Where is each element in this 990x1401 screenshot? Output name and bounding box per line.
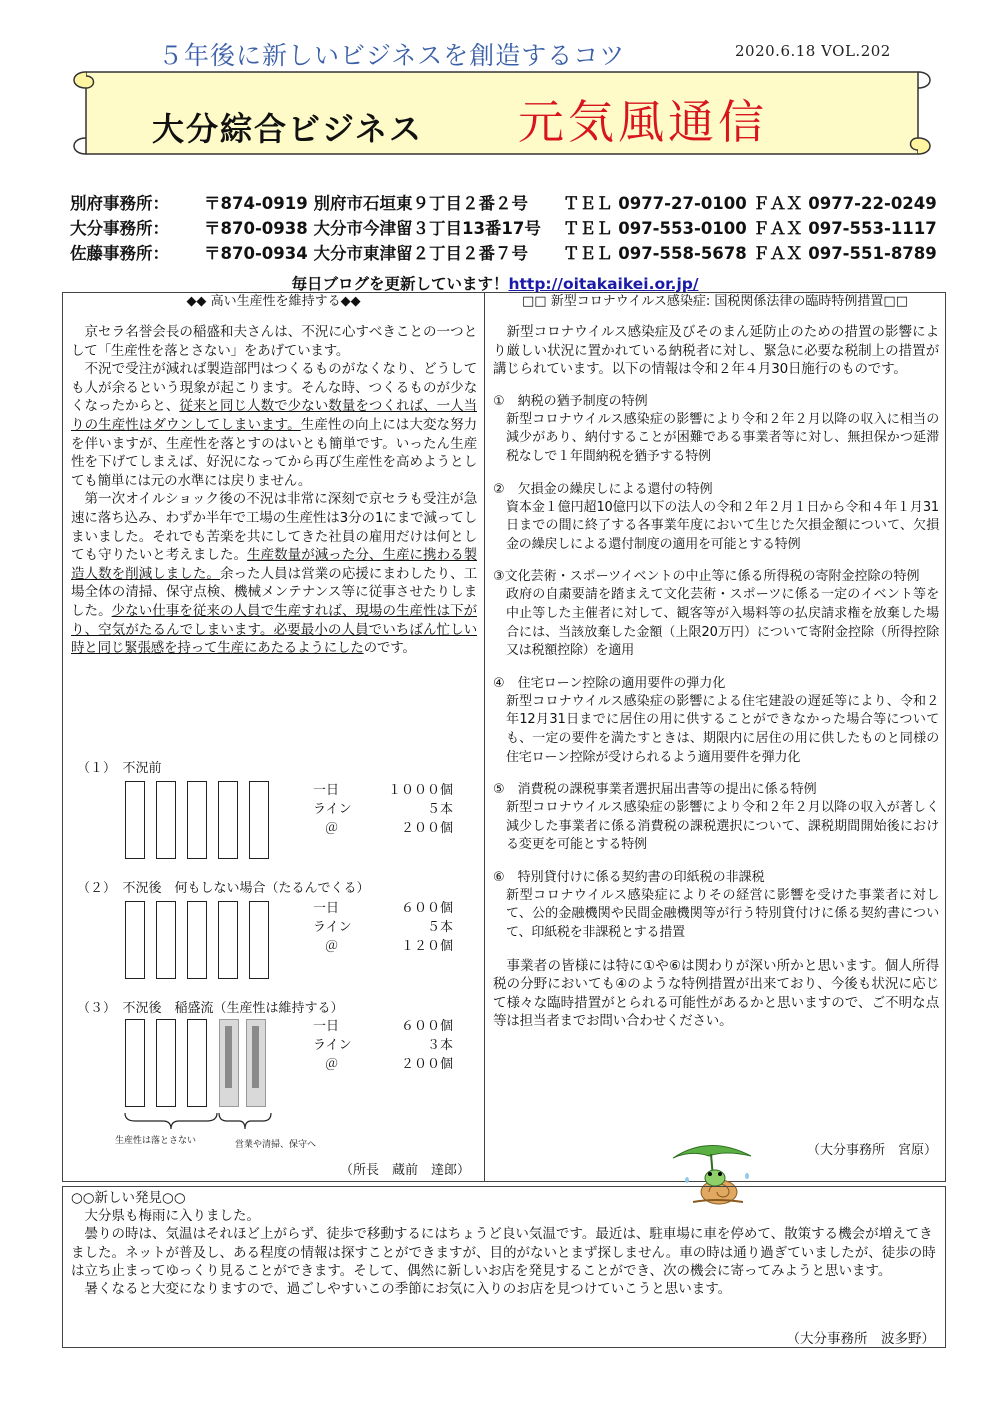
office-name: 大分事務所： [70,219,169,238]
blog-text: 毎日ブログを更新しています！ [291,275,509,293]
measure-title: ① 納税の猶予制度の特例 [493,393,648,409]
office-fax: ＦＡＸ 097-553-1117 [753,219,937,238]
blog-link[interactable]: http://oitakaikei.or.jp/ [508,275,699,293]
office-tel: ＴＥＬ 0977-27-0100 [563,194,747,213]
section-title: □□ 新型コロナウイルス感染症: 国税関係法律の臨時特例措置□□ [522,294,908,309]
paragraph: 事業者の皆様には特に①や⑥は関わりが深い所かと思います。個人所得税の分野においても④のような特例措置が出来ており、今後も状況に応じて様々な臨時措置がとられる可能性があるかと思いますので、ご不明な点等は担当者までお問い合わせください。 [493,957,939,1030]
office-name: 佐藤事務所： [70,244,169,263]
measure-body: 新型コロナウイルス感染症の影響により令和２年２月以降の収入が著しく減少した事業者に係る消費税の課税選択について、課税期間開始後における変更を可能とする特例 [506,800,939,853]
section-title: ◆◆ 高い生産性を維持する◆◆ [186,294,361,309]
reassigned-bar [219,1019,239,1107]
office-address: 〒870-0934 大分市東津留２丁目２番７号 [204,244,528,263]
measure-title: ⑤ 消費税の課税事業者選択届出書等の提出に係る特例 [493,782,817,798]
brace-icon [121,1111,281,1133]
case-stats: 一日 ６００個 ライン ５本 ＠ １２０個 [313,901,453,954]
company-name: 大分綜合ビジネス [152,110,424,148]
blog-notice [0,272,990,294]
case-stats: 一日 ６００個 ライン ３本 ＠ ２００個 [313,1019,453,1072]
office-row [70,215,950,240]
office-row [70,240,950,265]
office-fax: ＦＡＸ 0977-22-0249 [753,194,937,213]
case-label: （３） 不況後 稲盛流（生産性は維持する） [77,1001,344,1016]
paragraph: 新型コロナウイルス感染症及びそのまん延防止のための措置の影響により厳しい状況に置かれている納税者に対し、緊急に必要な税制上の措置が講じられています。以下の情報は令和２年４月30日施行のものです。 [493,324,939,378]
measure-title: ② 欠損金の繰戻しによる還付の特例 [493,481,713,497]
line-bar [249,781,269,859]
office-tel: ＴＥＬ 097-553-0100 [563,219,747,238]
discovery-article [62,1186,946,1348]
tagline: ５年後に新しいビジネスを創造するコツ [158,41,626,70]
paragraph: 第一次オイルショック後の不況は非常に深刻で京セラも受注が急速に落ち込み、わずか半年で工場の生産性は3分の1にまで減ってしまいました。それでも苦楽を共にしてきた社員の雇用だけは何としても守りたいと考えました。生産数量が減った分、生産に携わる製造人数を削減しました。余った人員は営業の応援にまわしたり、工場全体の清掃、保守点検、機械メンテナンス等に従事させたりしました。少ない仕事を従来の人員で生産すれば、現場の生産性は下がり、空気がたるんでしまいます。必要最小の人員でいちばん忙しい時と同じ緊張感を持って生産にあたるようにしたのです。 [71,491,477,657]
case-stats: 一日 １０００個 ライン ５本 ＠ ２００個 [313,783,453,836]
paragraph: 不況で受注が減れば製造部門はつくるものがなくなり、どうしても人が余るという現象が起こります。そんな時、つくるものが少なくなったからと、従来と同じ人数で少ない数量をつくれば、一人当りの生産性はダウンしてしまいます。生産性の向上には大変な努力を伴いますが、生産性を落とすのはいとも簡単です。いったん生産性を下げてしまえば、好況になってから再び生産性を高めようとしても簡単には元の水準には戻りません。 [71,361,477,489]
author-sign: （所長 蔵前 達郎） [339,1163,470,1178]
case-label: （１） 不況前 [77,761,162,776]
office-tel: ＴＥＬ 097-558-5678 [563,244,747,263]
measure-body: 政府の自粛要請を踏まえて文化芸術・スポーツに係る一定のイベント等を中止等した主催者に対して、観客等が入場料等の払戻請求権を放棄した場合には、当該放棄した金額（上限20万円）について寄附金控除（所得控除又は税額控除）を適用 [506,587,939,659]
author-sign: （大分事務所 波多野） [786,1331,935,1347]
line-bar [125,781,145,859]
line-bar [218,781,238,859]
measure-body: 資本金１億円超10億円以下の法人の令和２年２月１日から令和４年１月31日までの間に終了する各事業年度において生じた欠損金額について、欠損金の繰戻しによる還付制度の適用を可能とする特例 [506,499,939,552]
reassigned-bar [246,1019,266,1107]
office-row [70,190,950,215]
note-maintain: 生産性は落とさない [115,1136,197,1146]
issue-number: 2020.6.18 VOL.202 [735,42,891,60]
office-fax: ＦＡＸ 097-551-8789 [753,244,937,263]
paragraph: 大分県も梅雨に入りました。 [84,1208,260,1225]
article-body [71,1189,939,1298]
note-reassign: 営業や清掃、保守へ [235,1140,317,1150]
line-bar [156,901,176,979]
article-body [71,323,477,658]
author-sign: （大分事務所 宮原） [806,1143,937,1158]
line-bar [156,781,176,859]
paragraph: 曇りの時は、気温はそれほど上がらず、徒歩で移動するにはちょうど良い気温です。最近は、駐車場に車を停めて、散策する機会が増えてきました。ネットが普及し、ある程度の情報は探すことができますが、目的がないとまず探しません。車の時は通り過ぎていましたが、徒歩の時は立ち止まってゆっくり見ることができます。そして、偶然に新しいお店を発見することができ、次の機会に寄ってみようと思います。 [71,1226,936,1279]
newsletter-title: 元気風通信 [518,95,768,149]
office-list [70,190,950,265]
line-bar [187,1019,207,1107]
paragraph: 暑くなると大変になりますので、過ごしやすいこの季節にお気に入りのお店を見つけていこうと思います。 [84,1281,732,1298]
article-body [493,323,939,1031]
line-bar [187,901,207,979]
measure-title: ⑥ 特別貸付けに係る契約書の印紙税の非課税 [493,869,765,885]
office-name: 別府事務所： [70,194,169,213]
line-bar [187,781,207,859]
measure-body: 新型コロナウイルス感染症の影響による住宅建設の遅延等により、令和２年12月31日までに居住の用に供することができなかった場合等についても、一定の要件を満たすときは、期限内に居住の用に供したものと同様の住宅ローン控除が受けられるよう適用要件を弾力化 [506,693,939,765]
measure-body: 新型コロナウイルス感染症によりその経営に影響を受けた事業者に対して、公的金融機関や民間金融機関等が行う特別貸付けに係る契約書について、印紙税を非課税とする措置 [506,887,939,941]
title-banner [66,58,938,168]
measure-title: ④ 住宅ローン控除の適用要件の弾力化 [493,675,726,691]
case-label: （２） 不況後 何もしない場合（たるんでくる） [77,881,370,896]
productivity-article [62,292,485,1182]
line-bar [249,901,269,979]
line-bar [125,901,145,979]
line-bar [156,1019,176,1107]
tax-measures-article [485,292,946,1182]
office-address: 〒874-0919 別府市石垣東９丁目２番２号 [204,194,528,213]
measure-body: 新型コロナウイルス感染症の影響により令和２年２月以降の収入に相当の減少があり、納付することが困難である事業者等に対し、無担保かつ延滞税なしで１年間納税を猶予する特例 [506,411,939,464]
paragraph: 京セラ名誉会長の稲盛和夫さんは、不況に心すべきことの一つとして「生産性を落とさない」をあげています。 [71,324,477,359]
section-title: ○○新しい発見○○ [71,1190,186,1206]
measure-title: ③文化芸術・スポーツイベントの中止等に係る所得税の寄附金控除の特例 [493,569,920,585]
line-bar [125,1019,145,1107]
office-address: 〒870-0938 大分市今津留３丁目13番17号 [204,219,541,238]
line-bar [218,901,238,979]
